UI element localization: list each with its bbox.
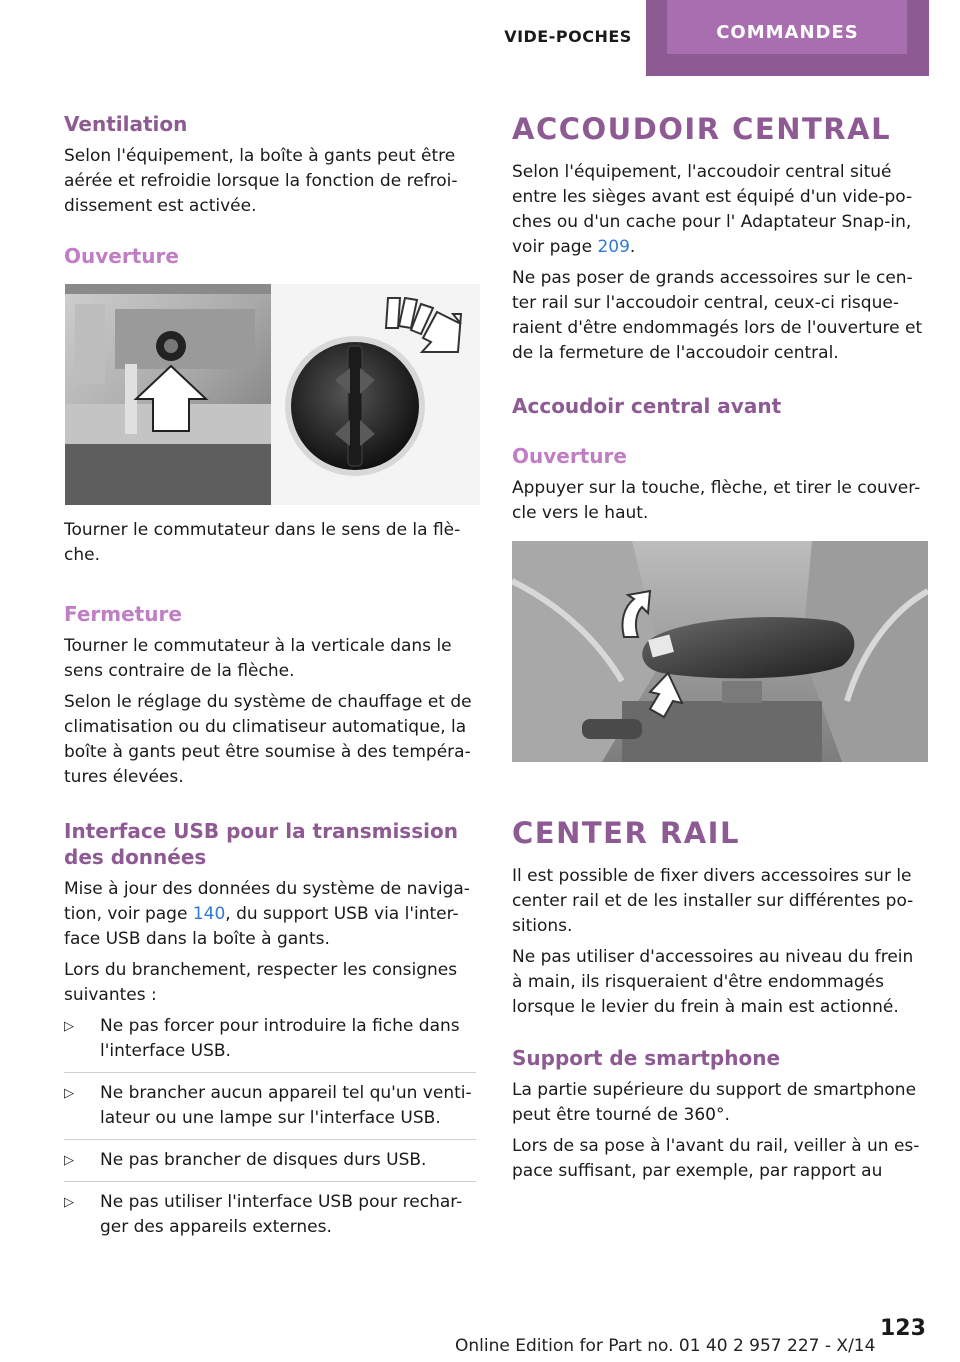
paragraph-accoudoir-1-text-a: Selon l'équipement, l'accoudoir central situé entre les sièges avant est équipé d'un vide-po-ches ou d'un cache pour l' Adaptateur Snap-in, voir page [512, 162, 913, 257]
list-item-text: Ne brancher aucun appareil tel qu'un venti-lateur ou une lampe sur l'interface USB. [100, 1083, 472, 1128]
paragraph-ouverture-left: Tourner le commutateur dans le sens de la flè-che. [64, 520, 461, 565]
paragraph-center-rail-2: Ne pas utiliser d'accessoires au niveau du frein à main, ils risqueraient d'être endommagés lorsque le levier du frein à main est actionné. [512, 947, 914, 1017]
heading-support-smartphone: Support de smartphone [512, 1046, 781, 1070]
triangle-bullet-icon: ▷ [64, 1019, 74, 1034]
paragraph-ventilation: Selon l'équipement, la boîte à gants peut être aérée et refroidie lorsque la fonction de refroi-dissement est activée. [64, 146, 458, 216]
paragraph-usb-1-text-a: Mise à jour des données du système de naviga-tion, voir page [64, 879, 470, 924]
paragraph-usb-2: Lors du branchement, respecter les consignes suivantes : [64, 960, 458, 1005]
header-tab-section-label: VIDE-POCHES [504, 27, 632, 46]
figure-glovebox-switch [65, 284, 480, 505]
heading-ventilation: Ventilation [64, 112, 188, 136]
header-tab-section [492, 0, 644, 72]
list-item [64, 1072, 476, 1139]
page-number: 123 [880, 1316, 926, 1341]
paragraph-accoudoir-1 [512, 160, 928, 260]
heading-ouverture-left: Ouverture [64, 244, 179, 268]
paragraph-accoudoir-2: Ne pas poser de grands accessoires sur le cen-ter rail sur l'accoudoir central, ceux-ci risque-raient d'être endommagés lors de l'ouverture et de la fermeture de l'accoudoir central. [512, 268, 923, 363]
heading-ouverture-right: Ouverture [512, 444, 627, 468]
paragraph-usb-1-text-b: , du support USB via l'inter-face USB dans la boîte à gants. [64, 904, 459, 949]
header-tab-chapter-label: COMMANDES [716, 22, 859, 43]
link-page-140[interactable]: 140 [192, 904, 226, 924]
list-item [64, 1181, 476, 1240]
list-item-text: Ne pas forcer pour introduire la fiche dans l'interface USB. [100, 1016, 460, 1061]
paragraph-center-rail-1: Il est possible de fixer divers accessoires sur le center rail et de les installer sur différentes po-sitions. [512, 866, 914, 936]
list-item-text: Ne pas brancher de disques durs USB. [100, 1150, 427, 1170]
heading-usb-interface: Interface USB pour la transmission des données [64, 819, 458, 869]
edition-note: Online Edition for Part no. 01 40 2 957 227 - X/14 [455, 1336, 876, 1356]
triangle-bullet-icon: ▷ [64, 1153, 74, 1168]
list-item [64, 1014, 476, 1072]
header-tab-chapter [646, 0, 929, 76]
triangle-bullet-icon: ▷ [64, 1195, 74, 1210]
figure-center-armrest [512, 541, 928, 762]
paragraph-usb-1 [64, 877, 476, 952]
paragraph-smartphone-2: Lors de sa pose à l'avant du rail, veiller à un es-pace suffisant, par exemple, par rapport au [512, 1136, 920, 1181]
paragraph-smartphone-1: La partie supérieure du support de smartphone peut être tourné de 360°. [512, 1080, 917, 1125]
list-item [64, 1139, 476, 1181]
heading-accoudoir-avant: Accoudoir central avant [512, 394, 782, 418]
paragraph-ouverture-right: Appuyer sur la touche, flèche, et tirer le couver-cle vers le haut. [512, 478, 921, 523]
link-page-209[interactable]: 209 [597, 237, 630, 257]
paragraph-fermeture-1: Tourner le commutateur à la verticale dans le sens contraire de la flèche. [64, 636, 452, 681]
heading-fermeture: Fermeture [64, 602, 182, 626]
heading-accoudoir-central: ACCOUDOIR CENTRAL [512, 112, 892, 146]
triangle-bullet-icon: ▷ [64, 1086, 74, 1101]
list-item-text: Ne pas utiliser l'interface USB pour rechar-ger des appareils externes. [100, 1192, 463, 1237]
paragraph-accoudoir-1-text-b: . [629, 237, 636, 257]
paragraph-fermeture-2: Selon le réglage du système de chauffage et de climatisation ou du climatiseur automatique, la boîte à gants peut être soumise à des tempéra-tures élevées. [64, 692, 472, 787]
heading-center-rail: CENTER RAIL [512, 816, 740, 850]
usb-instructions-list [64, 1014, 476, 1240]
